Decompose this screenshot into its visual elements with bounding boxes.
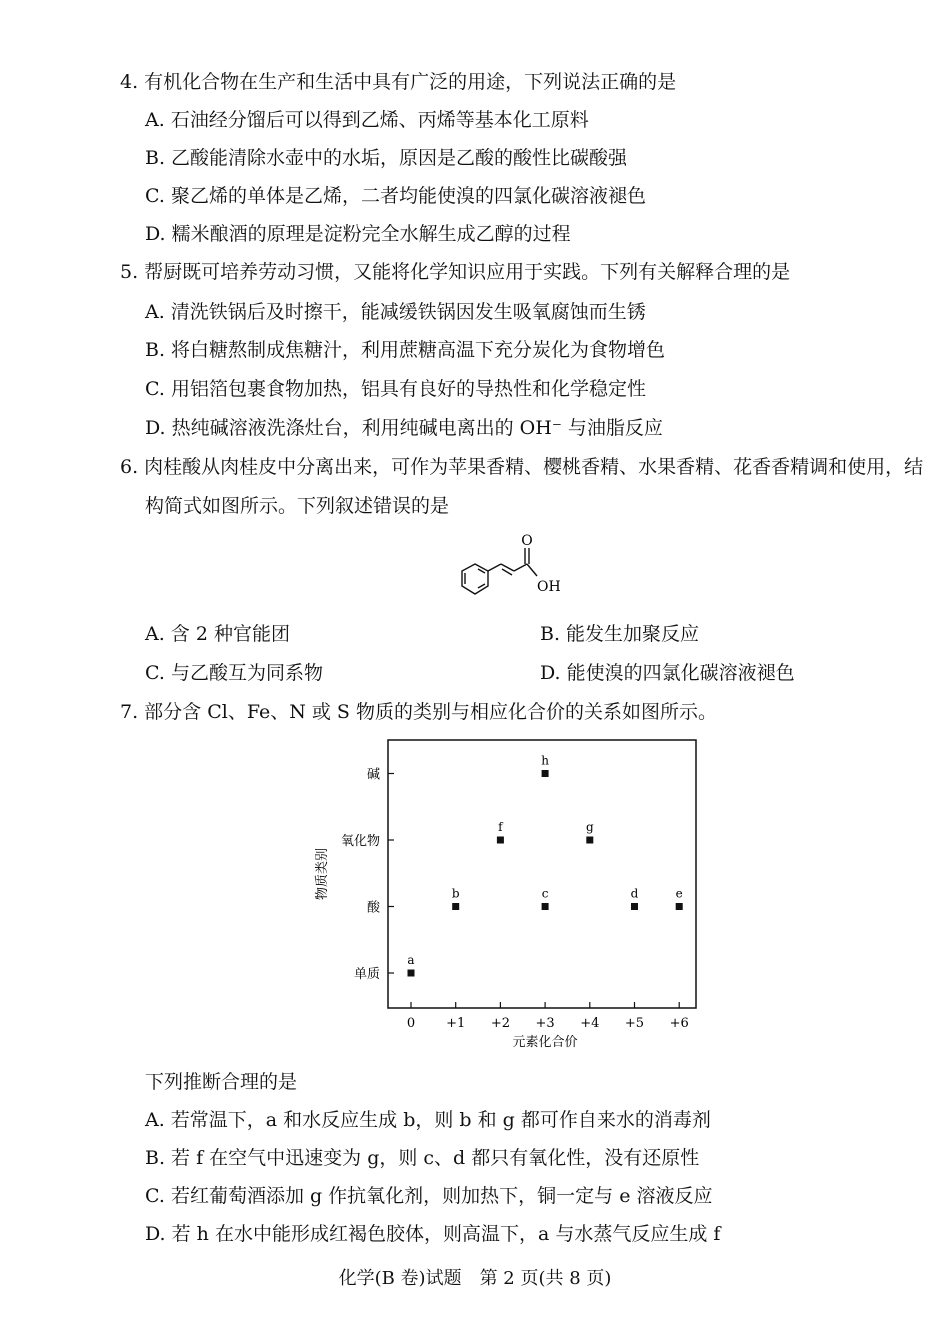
q4-option-a: A. 石油经分馏后可以得到乙烯、丙烯等基本化工原料	[145, 109, 589, 131]
data-point-g	[586, 837, 593, 844]
data-label-g: g	[585, 820, 594, 834]
plot-frame	[388, 740, 696, 1008]
data-point-a	[408, 970, 415, 977]
y-tick-label: 单质	[353, 967, 380, 982]
hydroxyl-label: OH	[537, 579, 561, 595]
q4-option-d: D. 糯米酿酒的原理是淀粉完全水解生成乙醇的过程	[145, 223, 571, 245]
carbonyl-o-label: O	[521, 533, 533, 549]
q7-question: 下列推断合理的是	[145, 1071, 298, 1093]
q4-option-c: C. 聚乙烯的单体是乙烯，二者均能使溴的四氯化碳溶液褪色	[145, 185, 646, 207]
x-tick-label: +5	[624, 1016, 645, 1031]
x-tick-label: +6	[669, 1016, 689, 1031]
q6-stem-line2: 构简式如图所示。下列叙述错误的是	[145, 495, 450, 517]
q6-option-a: A. 含 2 种官能团	[145, 623, 290, 645]
q7-option-a: A. 若常温下，a 和水反应生成 b，则 b 和 g 都可作自来水的消毒剂	[145, 1109, 711, 1131]
y-axis-label: 物质类别	[315, 847, 330, 901]
x-tick-label: +3	[535, 1016, 555, 1031]
q5-option-b: B. 将白糖熬制成焦糖汁，利用蔗糖高温下充分炭化为食物增色	[145, 339, 666, 361]
q5-stem: 5. 帮厨既可培养劳动习惯，又能将化学知识应用于实践。下列有关解释合理的是	[120, 261, 791, 283]
data-point-f	[497, 837, 504, 844]
data-point-c	[542, 903, 549, 910]
y-tick-label: 酸	[366, 900, 380, 916]
q7-option-d: D. 若 h 在水中能形成红褐色胶体，则高温下，a 与水蒸气反应生成 f	[145, 1223, 721, 1245]
data-point-d	[631, 903, 638, 910]
q4-stem: 4. 有机化合物在生产和生活中具有广泛的用途，下列说法正确的是	[120, 71, 677, 93]
q6-option-b: B. 能发生加聚反应	[540, 623, 700, 645]
data-label-h: h	[541, 753, 549, 768]
q6-option-d: D. 能使溴的四氯化碳溶液褪色	[540, 662, 795, 684]
y-tick-label: 氧化物	[340, 834, 380, 849]
q7-option-c: C. 若红葡萄酒添加 g 作抗氧化剂，则加热下，铜一定与 e 溶液反应	[145, 1185, 713, 1207]
y-tick-label: 碱	[366, 767, 380, 783]
page-footer: 化学(B 卷)试题 第 2 页(共 8 页)	[338, 1268, 612, 1289]
q5-option-d: D. 热纯碱溶液洗涤灶台，利用纯碱电离出的 OH⁻ 与油脂反应	[145, 417, 663, 439]
x-axis-label: 元素化合价	[512, 1035, 578, 1050]
data-point-b	[452, 903, 459, 910]
q6-option-c: C. 与乙酸互为同系物	[145, 662, 323, 684]
q4-option-b: B. 乙酸能清除水壶中的水垢，原因是乙酸的酸性比碳酸强	[145, 147, 628, 169]
data-label-b: b	[451, 886, 460, 901]
x-tick-label: +4	[580, 1016, 600, 1031]
data-point-h	[542, 770, 549, 777]
q6-stem-line1: 6. 肉桂酸从肉桂皮中分离出来，可作为苹果香精、樱桃香精、水果香精、花香香精调和使用，结	[120, 456, 924, 478]
x-tick-label: +2	[490, 1016, 510, 1031]
x-tick-label: +1	[446, 1016, 466, 1031]
cinnamic-acid-structure	[445, 528, 575, 610]
data-label-d: d	[630, 886, 639, 901]
data-label-a: a	[407, 953, 415, 967]
q5-option-a: A. 清洗铁锅后及时擦干，能减缓铁锅因发生吸氧腐蚀而生锈	[145, 301, 646, 323]
data-point-e	[676, 903, 683, 910]
data-label-c: c	[541, 886, 549, 901]
valence-category-chart	[300, 728, 720, 1063]
data-label-e: e	[675, 886, 683, 901]
q5-option-c: C. 用铝箔包裹食物加热，铝具有良好的导热性和化学稳定性	[145, 378, 646, 400]
data-label-f: f	[498, 820, 503, 834]
x-tick-label: 0	[406, 1016, 416, 1031]
q7-stem: 7. 部分含 Cl、Fe、N 或 S 物质的类别与相应化合价的关系如图所示。	[120, 701, 717, 723]
q7-option-b: B. 若 f 在空气中迅速变为 g，则 c、d 都只有氧化性，没有还原性	[145, 1147, 700, 1169]
